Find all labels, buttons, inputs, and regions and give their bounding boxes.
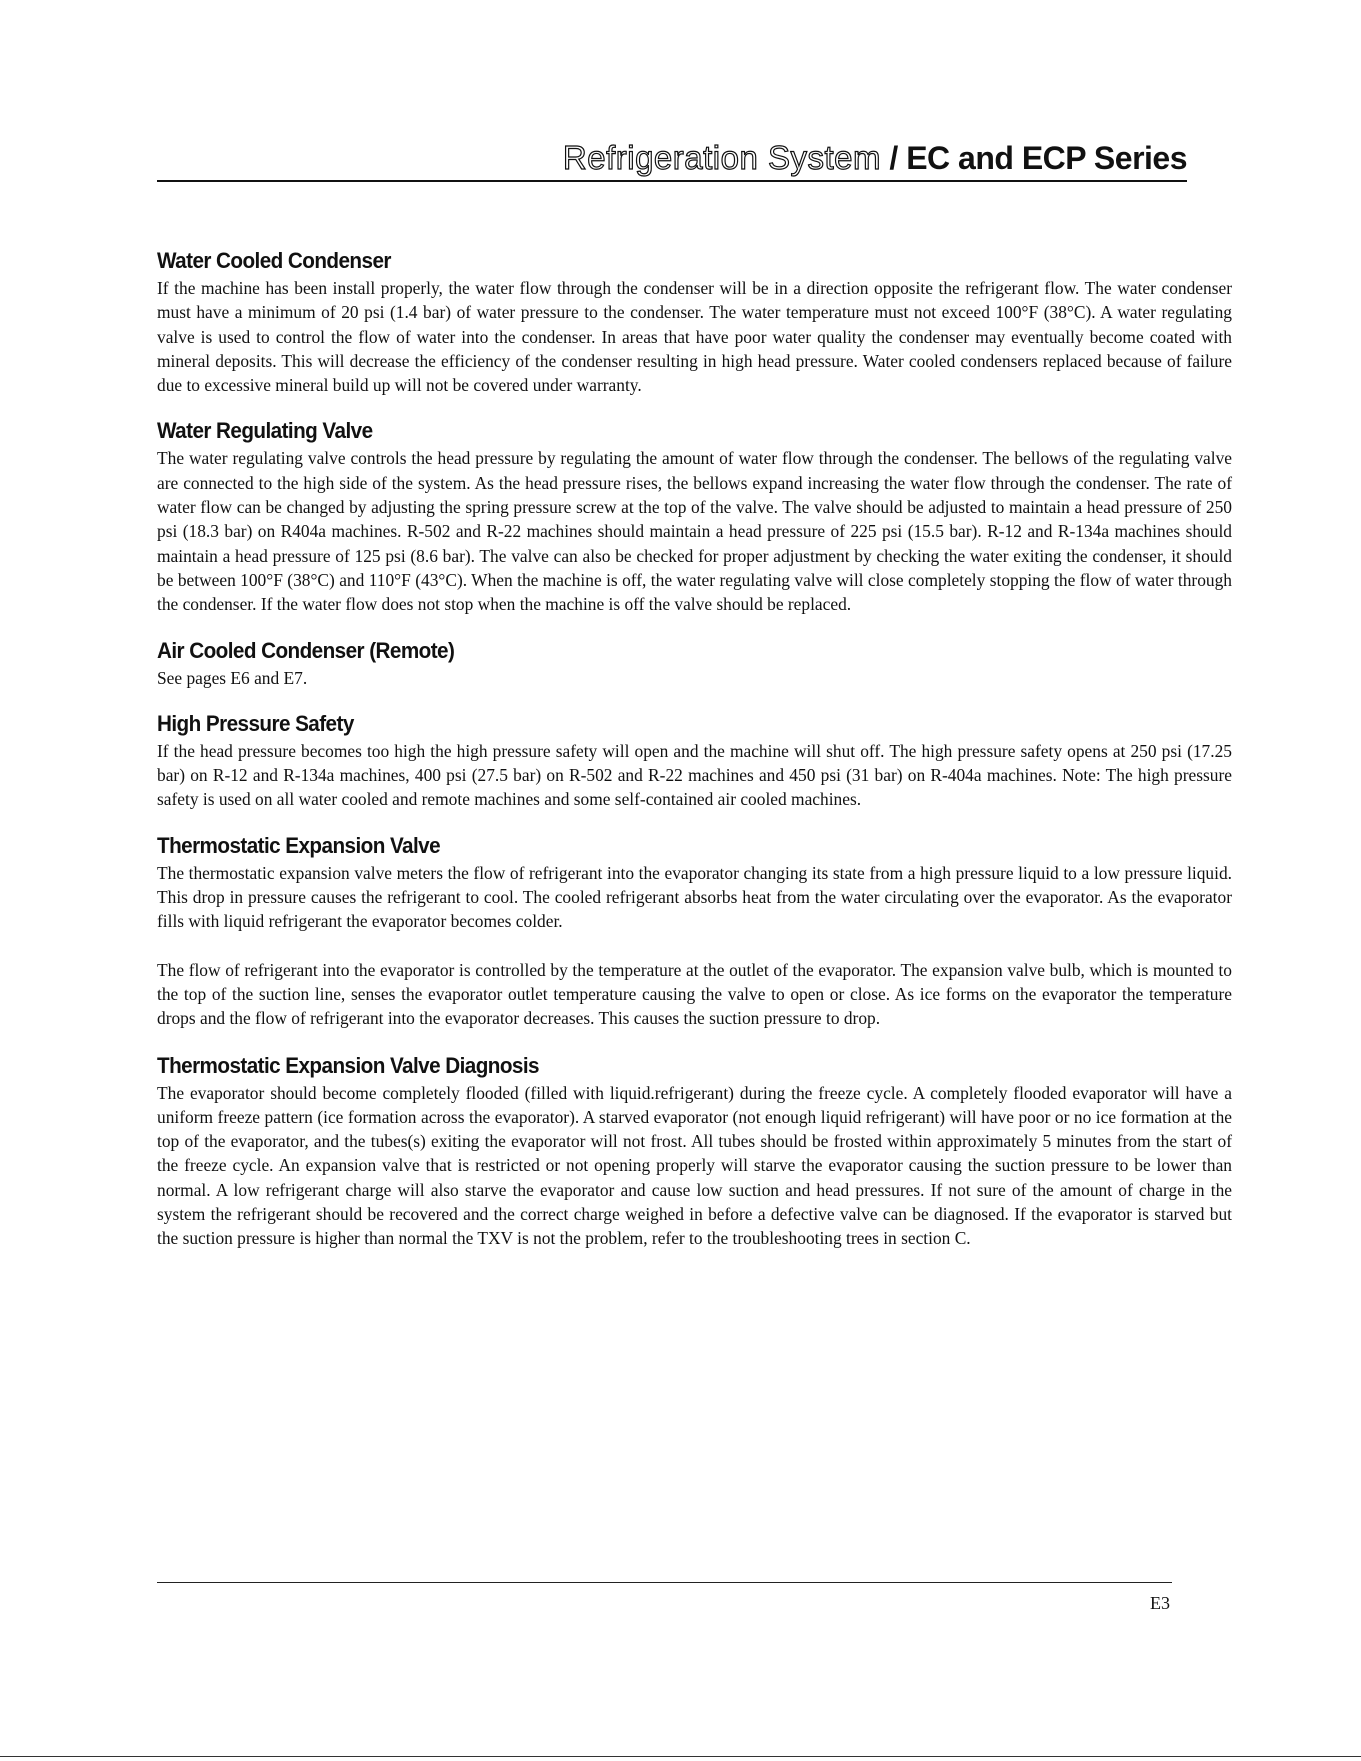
section-paragraph: See pages E6 and E7. xyxy=(157,667,308,688)
section-paragraph: The water regulating valve controls the head pressure by regulating the amount of water flow through the condenser. The bellows of the regulating valve are connected to the high side of the system. As the head pressure rises, the bellows expand increasing the water flow through the condenser. The rate of water flow can be changed by adjusting the spring pressure screw at the top of the valve. The valve should be adjusted to maintain a head pressure of 250 psi (18.3 bar) on R404a machines. R-502 and R-22 machines should maintain a head pressure of 225 psi (15.5 bar). R-12 and R-134a machines should maintain a head pressure of 125 psi (8.6 bar). The valve can also be checked for proper adjustment by checking the water exiting the condenser, it should be between 100°F (38°C) and 110°F (43°C). When the machine is off, the water regulating valve will close completely stopping the flow of water through the condenser. If the water flow does not stop when the machine is off the valve should be replaced. xyxy=(157,448,1232,615)
paragraph-spacer xyxy=(157,934,1232,958)
document-body xyxy=(157,248,1232,1272)
section-heading: Air Cooled Condenser (Remote) xyxy=(157,637,455,663)
page-number: E3 xyxy=(1150,1593,1170,1613)
section-heading: Water Regulating Valve xyxy=(157,418,373,444)
section-paragraph: The thermostatic expansion valve meters the flow of refrigerant into the evaporator changing its state from a high pressure liquid to a low pressure liquid. This drop in pressure causes the refrigerant to cool. The cooled refrigerant absorbs heat from the water circulating over the evaporator. As the evaporator fills with liquid refrigerant the evaporator becomes colder. xyxy=(157,862,1232,932)
section-txv-diagnosis xyxy=(157,1053,1232,1251)
section-paragraph: If the head pressure becomes too high the high pressure safety will open and the machine will shut off. The high pressure safety opens at 250 psi (17.25 bar) on R-12 and R-134a machines, 400 psi (27.5 bar) on R-502 and R-22 machines and 450 psi (31 bar) on R-404a machines. Note: The high pressure safety is used on all water cooled and remote machines and some self-contained air cooled machines. xyxy=(157,740,1232,810)
section-heading: High Pressure Safety xyxy=(157,710,354,736)
section-heading: Water Cooled Condenser xyxy=(157,248,391,273)
section-heading: Thermostatic Expansion Valve xyxy=(157,832,441,858)
section-air-cooled-condenser xyxy=(157,638,1232,690)
section-paragraph: The evaporator should become completely flooded (filled with liquid.refrigerant) during the freeze cycle. A completely flooded evaporator will have a uniform freeze pattern (ice formation across the evaporator). A starved evaporator (not enough liquid refrigerant) will have poor or no ice formation at the top of the evaporator, and the tubes(s) exiting the evaporator will not frost. All tubes should be frosted within approximately 5 minutes from the start of the freeze cycle. An expansion valve that is restricted or not opening properly will starve the evaporator causing the suction pressure to be lower than normal. A low refrigerant charge will also starve the evaporator and cause low suction and head pressures. If not sure of the amount of charge in the system the refrigerant should be recovered and the correct charge weighed in before a defective valve can be diagnosed. If the evaporator is starved but the suction pressure is higher than normal the TXV is not the problem, refer to the troubleshooting trees in section C. xyxy=(157,1082,1232,1249)
page-header xyxy=(157,138,1187,182)
section-high-pressure-safety xyxy=(157,711,1232,812)
section-heading: Thermostatic Expansion Valve Diagnosis xyxy=(157,1052,539,1078)
section-water-cooled-condenser xyxy=(157,248,1232,397)
section-thermostatic-expansion-valve xyxy=(157,833,1232,1031)
page-bottom-rule xyxy=(0,1756,1361,1757)
section-water-regulating-valve xyxy=(157,418,1232,616)
header-title-outline: Refrigeration System xyxy=(562,139,882,176)
section-paragraph: If the machine has been install properly, the water flow through the condenser will be in a direction opposite the refrigerant flow. The water condenser must have a minimum of 20 psi (1.4 bar) of water pressure to the condenser. The water temperature must not exceed 100°F (38°C). A water regulating valve is used to control the flow of water into the condenser. In areas that have poor water quality the condenser may eventually become coated with mineral deposits. This will decrease the efficiency of the condenser resulting in high head pressure. Water cooled condensers replaced because of failure due to excessive mineral build up will not be covered under warranty. xyxy=(157,278,1232,396)
header-title xyxy=(563,139,1187,176)
header-title-series: EC and ECP Series xyxy=(906,140,1187,176)
header-title-separator: / xyxy=(881,140,907,176)
footer-rule xyxy=(157,1582,1172,1583)
section-paragraph: The flow of refrigerant into the evaporator is controlled by the temperature at the outlet of the evaporator. The expansion valve bulb, which is mounted to the top of the suction line, senses the evaporator outlet temperature causing the valve to open or close. As ice forms on the evaporator the temperature drops and the flow of refrigerant into the evaporator decreases. This causes the suction pressure to drop. xyxy=(157,959,1232,1029)
